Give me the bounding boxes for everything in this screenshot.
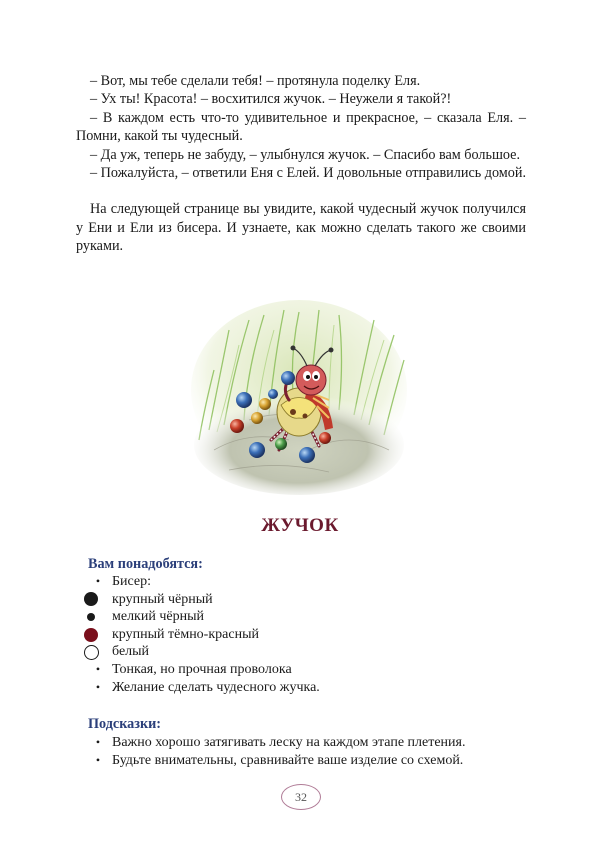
materials-item-wish (84, 679, 544, 697)
bullet-icon: • (95, 574, 101, 588)
materials-item-small-black (84, 608, 544, 626)
hint-text: Важно хорошо затягивать леску на каждом этапе плетения. (112, 735, 466, 750)
hint-text: Будьте внимательны, сравнивайте ваше изделие со схемой. (112, 752, 464, 768)
beetle-illustration (189, 300, 409, 500)
hint-item (84, 752, 544, 770)
black-large-bead-icon (84, 592, 112, 606)
story-text (76, 72, 526, 256)
intro-paragraph: На следующей странице вы увидите, какой чудесный жучок получился у Ени и Ели из бисера. И узнаете, как можно сделать такого же своими руками. (76, 201, 526, 255)
story-paragraph-1: – Вот, мы тебе сделали тебя! – протянула поделку Еля. (90, 73, 421, 89)
story-paragraph-2: – Ух ты! Красота! – восхитился жучок. – Неужели я такой?! (90, 91, 452, 108)
materials-item-big-red (84, 626, 544, 644)
story-paragraph-4: – Да уж, теперь не забуду, – улыбнулся жучок. – Спасибо вам большое. (90, 146, 521, 163)
materials-item-white (84, 643, 544, 661)
bullet-icon: • (95, 735, 101, 749)
materials-item-label: крупный тёмно-красный (112, 626, 259, 642)
white-bead-icon (84, 645, 112, 660)
materials-item-big-black (84, 591, 544, 609)
materials-list (84, 573, 544, 696)
materials-item-beads (84, 573, 544, 591)
materials-item-label: Желание сделать чудесного жучка. (112, 679, 320, 695)
bullet-icon: • (95, 752, 101, 767)
story-paragraph-5: – Пожалуйста, – ответили Еня с Елей. И довольные отправились домой. (90, 165, 527, 182)
bullet-icon: • (95, 679, 101, 694)
red-large-bead-icon (84, 628, 112, 642)
craft-title: ЖУЧОК (261, 515, 339, 536)
hints-heading: Подсказки: (88, 716, 162, 732)
materials-item-label: крупный чёрный (112, 591, 213, 607)
materials-item-wire (84, 661, 544, 679)
materials-item-label: Тонкая, но прочная проволока (112, 661, 292, 677)
materials-item-label: белый (112, 644, 150, 660)
materials-heading: Вам понадобятся: (88, 556, 203, 572)
materials-item-label: мелкий чёрный (112, 609, 204, 625)
materials-item-label: Бисер: (112, 574, 152, 589)
hint-item (84, 734, 544, 752)
page-number: 32 (281, 784, 321, 810)
black-small-bead-icon (84, 613, 112, 621)
story-paragraph-3: – В каждом есть что-то удивительное и прекрасное, – сказала Еля. – Помни, какой ты чудесный. (76, 109, 526, 145)
bullet-icon: • (95, 661, 101, 676)
hints-list (84, 734, 544, 769)
